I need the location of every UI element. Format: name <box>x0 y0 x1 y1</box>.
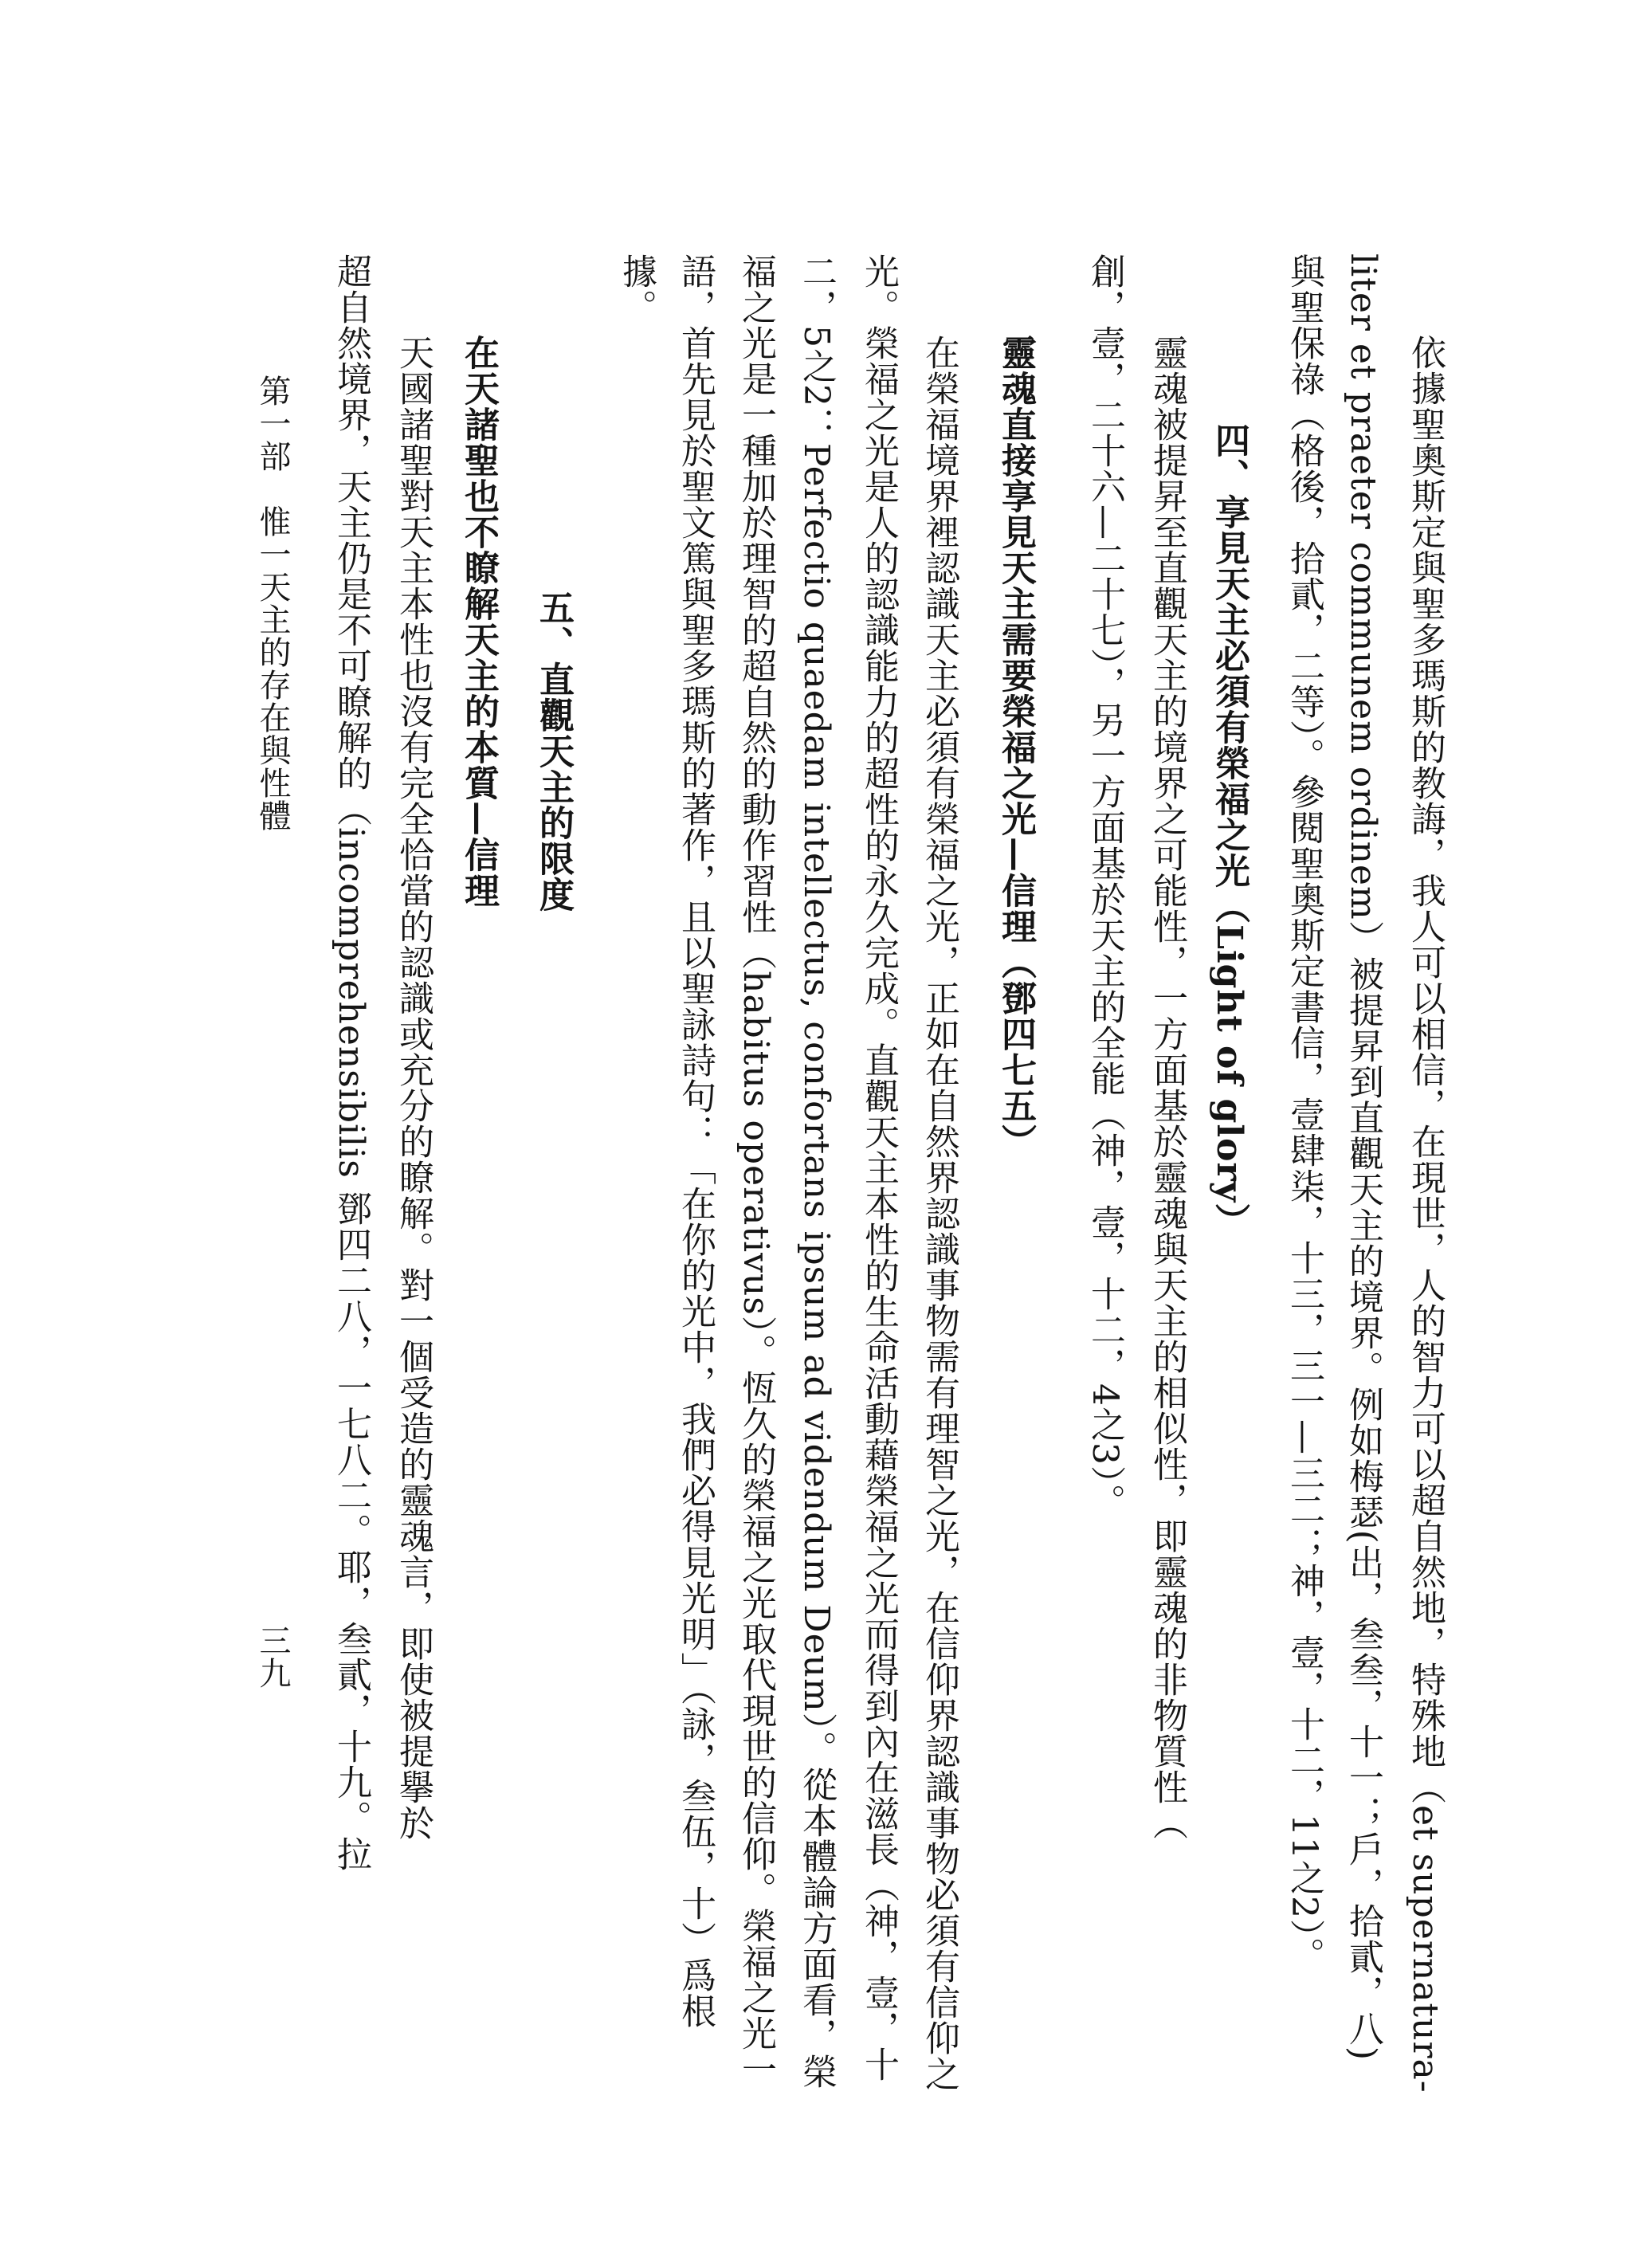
text-line: 天國諸聖對天主本性也沒有完全恰當的認識或充分的瞭解。對一個受造的靈魂言，即使被提擧於 <box>393 335 434 1841</box>
doctrine-heading-2: 在天諸聖也不瞭解天主的本質—信理 <box>458 335 499 908</box>
text-line: 依據聖奧斯定與聖多瑪斯的教誨，我人可以相信，在現世，人的智力可以超自然地，特殊地（et supernatura- <box>1405 335 1446 2093</box>
text-line: 靈魂被提昇至直觀天主的境界之可能性，一方面基於靈魂與天主的相似性，即靈魂的非物質性（ <box>1147 335 1187 1841</box>
page-number: 三九 <box>254 1624 291 1689</box>
text-line: 二，5之2：Perfectio quaedam intellectus, confortans ipsum ad videndum Deum）。從本體論方面看，榮 <box>796 253 837 2089</box>
text-line: 據。 <box>616 253 657 325</box>
text-line: 光。榮福之光是人的認識能力的超性的永久完成。直觀天主本性的生命活動藉榮福之光而得到內在滋長（神，壹，十 <box>858 253 899 2082</box>
text-line: 福之光是一種加於理智的超自然的動作習性（habitus operativus）。恆久的榮福之光取代現世的信仰。榮福之光一 <box>736 253 776 2087</box>
text-line: 在榮福境界裡認識天主必須有榮福之光，正如在自然界認識事物需有理智之光，在信仰界認識事物必須有信仰之 <box>919 335 959 2092</box>
running-footer: 第一部 惟一天主的存在與性體 <box>254 375 291 832</box>
text-line: 超自然境界，天主仍是不可瞭解的（incomprehensibilis 鄧四二八，一七八二。耶，叁貳，十九。拉 <box>331 253 371 1872</box>
section-heading-5: 五、直觀天主的限度 <box>533 590 574 912</box>
text-line: 與聖保祿（格後，拾貳，二等）。參閱聖奧斯定書信，壹肆柒，十三，三一—三二；神，壹，十二，11之2）。 <box>1284 253 1324 1973</box>
section-heading-4: 四、享見天主必須有榮福之光（Light of glory） <box>1209 422 1250 1239</box>
text-line: 語，首先見於聖文篤與聖多瑪斯的著作，且以聖詠詩句：「在你的光中，我們必得見光明」（詠，叁伍，十）爲根 <box>675 253 716 2029</box>
doctrine-heading-1: 靈魂直接享見天主需要榮福之光—信理（鄧四七五） <box>995 335 1036 1160</box>
text-line: 創，壹，二十六—二十七），另一方面基於天主的全能（神，壹，十二，4之3）。 <box>1085 253 1125 1520</box>
text-line: liter et praeter communem ordinem）被提昇到直觀天主的境界。例如梅瑟(出，叁叁，十一；戶，拾貳，八) <box>1343 253 1383 2061</box>
